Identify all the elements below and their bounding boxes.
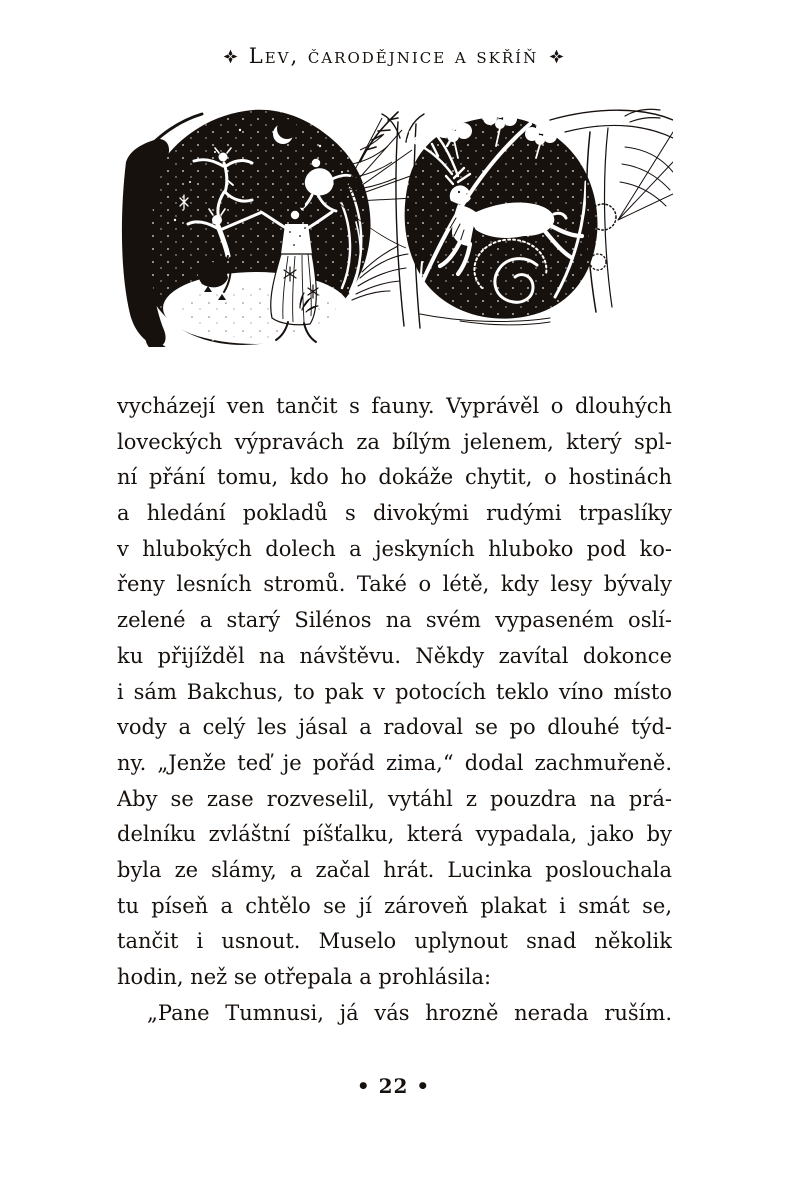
body-text-line: a hledání pokladů s divokými rudými trpaslíky: [117, 501, 672, 526]
page-number: • 22 •: [356, 1074, 431, 1098]
body-text: [117, 389, 672, 1031]
body-text-line: v hlubokých dolech a jeskyních hluboko pod ko-: [117, 536, 672, 561]
body-text-line: hodin, než se otřepala a prohlásila:: [117, 965, 492, 989]
body-text-line: Aby se zase rozveselil, vytáhl z pouzdra na prá-: [117, 786, 672, 811]
body-text-line: byla ze slámy, a začal hrát. Lucinka poslouchala: [117, 857, 672, 882]
chapter-running-title: Lev, čarodějnice a skříň: [248, 44, 539, 68]
cross-ornament-icon: [223, 45, 238, 69]
dancing-fauns-vignette: [122, 110, 408, 347]
body-text-line: loveckých výpravách za bílým jelenem, který spl-: [117, 429, 672, 454]
body-text-line: i sám Bakchus, to pak v potocích teklo víno místo: [117, 679, 672, 704]
body-text-line: ku přijížděl na návštěvu. Někdy zavítal dokonce: [117, 643, 672, 668]
cross-ornament-icon: [549, 45, 564, 69]
body-text-line: tu píseň a chtělo se jí zároveň plakat i smát se,: [117, 893, 672, 918]
body-text-line: řeny lesních stromů. Také o létě, kdy lesy bývaly: [117, 572, 672, 597]
body-text-line: zelené a starý Silénos na svém vypaseném oslí-: [117, 608, 672, 633]
body-text-line: tančit i usnout. Muselo uplynout snad několik: [117, 929, 672, 954]
body-text-line: ny. „Jenže teď je pořád zima,“ dodal zachmuřeně.: [117, 750, 672, 775]
body-text-line: delníku zvláštní píšťalku, která vypadala, jako by: [117, 822, 672, 847]
running-header: [0, 44, 787, 69]
body-text-line: ní přání tomu, kdo ho dokáže chytit, o hostinách: [117, 465, 672, 490]
body-text-line: vody a celý les jásal a radoval se po dlouhé týd-: [117, 715, 672, 740]
illustration-fauns-dancing-and-white-stag: [120, 102, 673, 347]
body-text-line: vycházejí ven tančit s fauny. Vyprávěl o dlouhých: [117, 394, 672, 418]
body-text-line: „Pane Tumnusi, já vás hrozně nerada ruším.: [147, 1000, 672, 1025]
leaping-stag-vignette: [405, 106, 598, 325]
